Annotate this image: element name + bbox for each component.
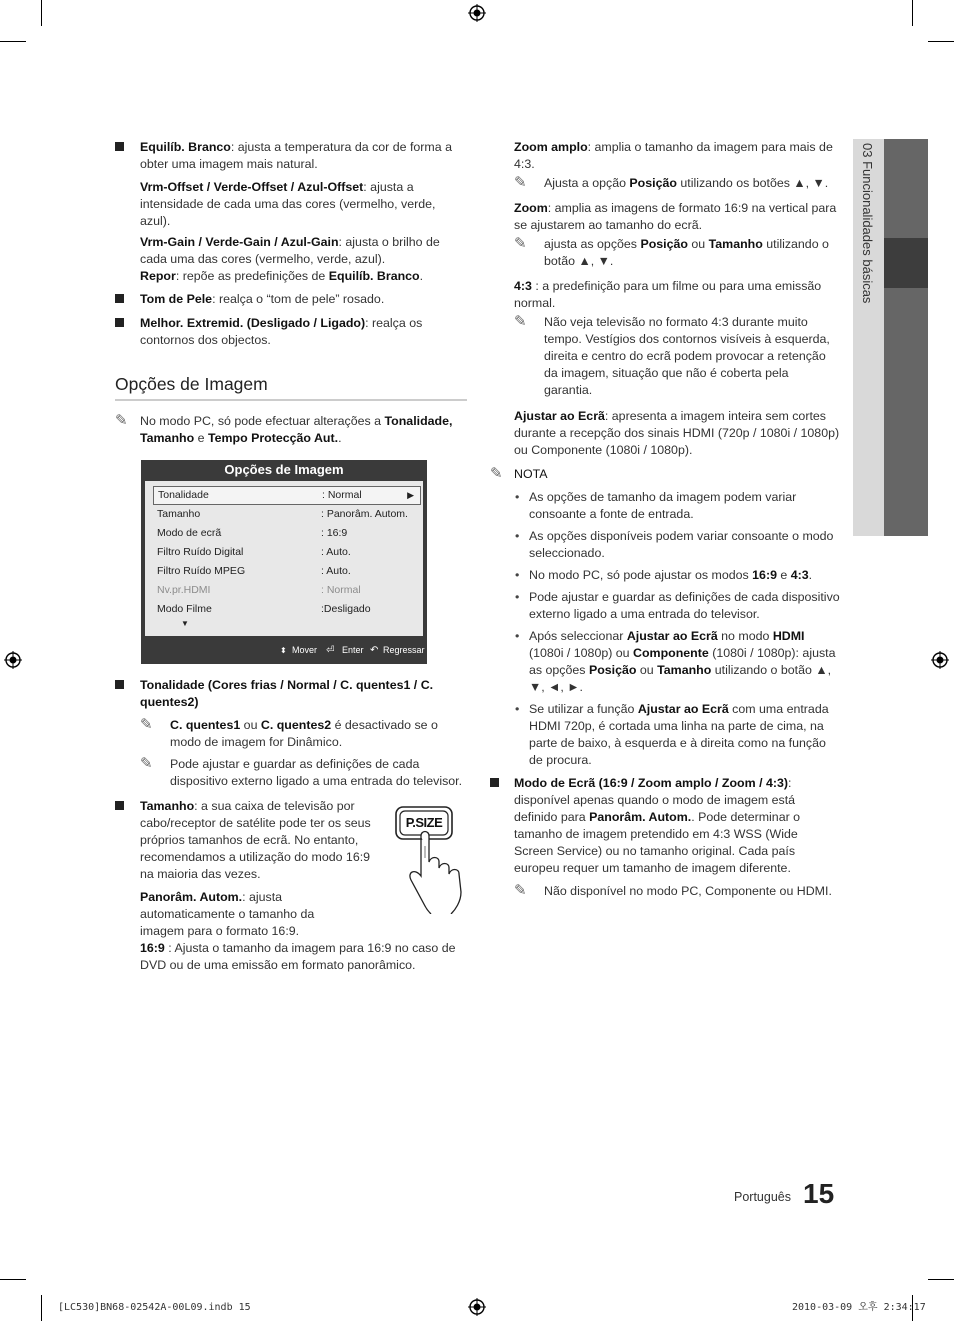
page-number: 15 <box>803 1178 835 1209</box>
list-item: Tonalidade (Cores frias / Normal / C. quentes1 / C. quentes2) <box>115 677 467 711</box>
note: ✎ C. quentes1 ou C. quentes2 é desactivado se o modo de imagem for Dinâmico. <box>140 716 438 749</box>
scroll-down-icon[interactable]: ▼ <box>181 619 189 628</box>
crop-mark <box>41 0 42 26</box>
psize-label: P.SIZE <box>405 815 443 830</box>
crop-mark <box>912 0 913 26</box>
registration-mark-icon <box>468 1298 486 1316</box>
osd-menu-body <box>145 481 423 636</box>
osd-row[interactable]: Modo Filme :Desligado <box>157 603 371 615</box>
list-item: Melhor. Extremid. (Desligado / Ligado): realça os contornos dos objectos. <box>115 315 467 349</box>
list-item: 4:3 : a predefinição para um filme ou para uma emissão normal. <box>514 279 822 310</box>
pencil-note-icon: ✎ <box>115 412 128 429</box>
move-icon: ⬍ <box>280 646 287 655</box>
pencil-note-icon: ✎ <box>514 313 527 330</box>
osd-menu-title: Opções de Imagem <box>224 462 344 477</box>
right-column <box>490 139 840 904</box>
osd-row[interactable]: Modo de ecrã : 16:9 <box>157 527 348 539</box>
list-item: • As opções de tamanho da imagem podem variar consoante a fonte de entrada. <box>490 489 840 523</box>
footer-language: Português <box>734 1190 791 1204</box>
crop-mark <box>0 1279 26 1280</box>
pencil-note-icon: ✎ <box>140 716 153 733</box>
crop-mark <box>928 1279 954 1280</box>
pencil-note-icon: ✎ <box>514 882 527 899</box>
pencil-note-icon: ✎ <box>514 174 527 191</box>
osd-row[interactable]: Filtro Ruído MPEG : Auto. <box>157 565 351 577</box>
return-icon: ↶ <box>370 645 379 656</box>
list-item: 16:9 : Ajusta o tamanho da imagem para 16:9 no caso de DVD ou de uma emissão em formato panorâmico. <box>140 941 456 972</box>
list-item: Tom de Pele: realça o “tom de pele” rosado. <box>115 291 467 308</box>
note: ✎ Ajusta a opção Posição utilizando os botões ▲, ▼. <box>514 174 829 191</box>
section-heading: Opções de Imagem <box>115 373 467 401</box>
list-item: • Se utilizar a função Ajustar ao Ecrã com uma entrada HDMI 720p, é cortada uma linha na parte de cima, na parte de baixo, à esquerda e à direita como na função de procura. <box>490 701 840 769</box>
list-item: • No modo PC, só pode ajustar os modos 16:9 e 4:3. <box>490 567 840 584</box>
osd-row: Nv.pr.HDMI : Normal <box>157 584 361 596</box>
list-item: Vrm-Offset / Verde-Offset / Azul-Offset: ajusta a intensidade de cada uma das cores (vermelho, verde, azul). <box>140 180 436 228</box>
note: ✎ Não disponível no modo PC, Componente ou HDMI. <box>514 882 832 899</box>
pencil-note-icon: ✎ <box>140 755 153 772</box>
enter-icon: ⏎ <box>326 645 335 656</box>
list-item: Vrm-Gain / Verde-Gain / Azul-Gain: ajusta o brilho de cada uma das cores (vermelho, verde, azul). <box>140 235 440 266</box>
list-item: Repor: repõe as predefinições de Equilíb. Branco. <box>140 269 424 283</box>
chapter-tab-strip <box>884 139 928 536</box>
osd-menu <box>141 460 427 664</box>
note: ✎ Não veja televisão no formato 4:3 durante muito tempo. Vestígios dos contornos visíveis à esquerda, direita e centro do ecrã podem provocar a retenção da imagem, situação que não é coberta pela garantia. <box>514 313 830 397</box>
print-slug-right: 2010-03-09 오후 2:34:17 <box>792 1302 926 1313</box>
psize-button-illustration <box>395 806 475 914</box>
pencil-note-icon: ✎ <box>514 235 527 252</box>
chapter-tab-label: 03 Funcionalidades básicas <box>860 143 875 304</box>
note-heading: ✎ NOTA <box>490 465 548 482</box>
list-item: Modo de Ecrã (16:9 / Zoom amplo / Zoom / 4:3): disponível apenas quando o modo de imagem está definido para Panorâm. Autom.. Pode determinar o tamanho de imagem pretendido em 4:3 WSS (Wide Screen Service) ou no tamanho original. Cada país europeu requer um tamanho de imagem diferente. <box>490 775 840 877</box>
list-item: Ajustar ao Ecrã: apresenta a imagem inteira sem cortes durante a recepção dos sinais HDMI (720p / 1080i / 1080p) ou Componente (1080i / 1080p). <box>514 409 840 457</box>
osd-row[interactable]: Tonalidade : Normal ▶ <box>153 486 421 505</box>
note: ✎ No modo PC, só pode efectuar alterações a Tonalidade, Tamanho e Tempo Protecção Aut.. <box>115 412 453 445</box>
print-slug-left: [LC530]BN68-02542A-00L09.indb 15 <box>58 1302 251 1313</box>
crop-mark <box>928 41 954 42</box>
registration-mark-icon <box>931 651 949 669</box>
list-item: Panorâm. Autom.: ajusta automaticamente o tamanho da imagem para o formato 16:9. <box>140 890 315 938</box>
chapter-tab-marker <box>884 238 928 288</box>
list-item: • As opções disponíveis podem variar consoante o modo seleccionado. <box>490 528 840 562</box>
osd-row[interactable]: Filtro Ruído Digital : Auto. <box>157 546 351 558</box>
list-item: Zoom amplo: amplia o tamanho da imagem para mais de 4:3. <box>514 140 833 171</box>
list-item: Zoom: amplia as imagens de formato 16:9 na vertical para se ajustarem ao tamanho do ecrã. <box>514 201 837 232</box>
list-item: Tamanho: a sua caixa de televisão por cabo/receptor de satélite pode ter os seus próprios tamanhos de ecrã. No entanto, recomendamos a utilização do modo 16:9 na maioria das vezes. <box>115 798 372 883</box>
right-arrow-icon: ▶ <box>407 490 414 500</box>
osd-menu-footer: ⬍ Mover ⏎ Enter ↶ Regressar <box>141 637 427 664</box>
registration-mark-icon <box>4 651 22 669</box>
crop-mark <box>0 41 26 42</box>
pencil-note-icon: ✎ <box>490 465 503 482</box>
note: ✎ ajusta as opções Posição ou Tamanho utilizando o botão ▲, ▼. <box>514 235 829 268</box>
list-item: • Pode ajustar e guardar as definições de cada dispositivo externo ligado a uma entrada do televisor. <box>490 589 840 623</box>
list-item: • Após seleccionar Ajustar ao Ecrã no modo HDMI (1080i / 1080p) ou Componente (1080i / 1080p): ajusta as opções Posição ou Tamanho utilizando o botão ▲, ▼, ◄, ►. <box>490 628 840 696</box>
osd-row[interactable]: Tamanho : Panorâm. Autom. <box>157 508 408 520</box>
note: ✎ Pode ajustar e guardar as definições de cada dispositivo externo ligado a uma entrada do televisor. <box>140 755 463 788</box>
list-item: Equilíb. Branco: ajusta a temperatura da cor de forma a obter uma imagem mais natural. <box>115 139 467 173</box>
crop-mark <box>41 1295 42 1321</box>
registration-mark-icon <box>468 4 486 22</box>
